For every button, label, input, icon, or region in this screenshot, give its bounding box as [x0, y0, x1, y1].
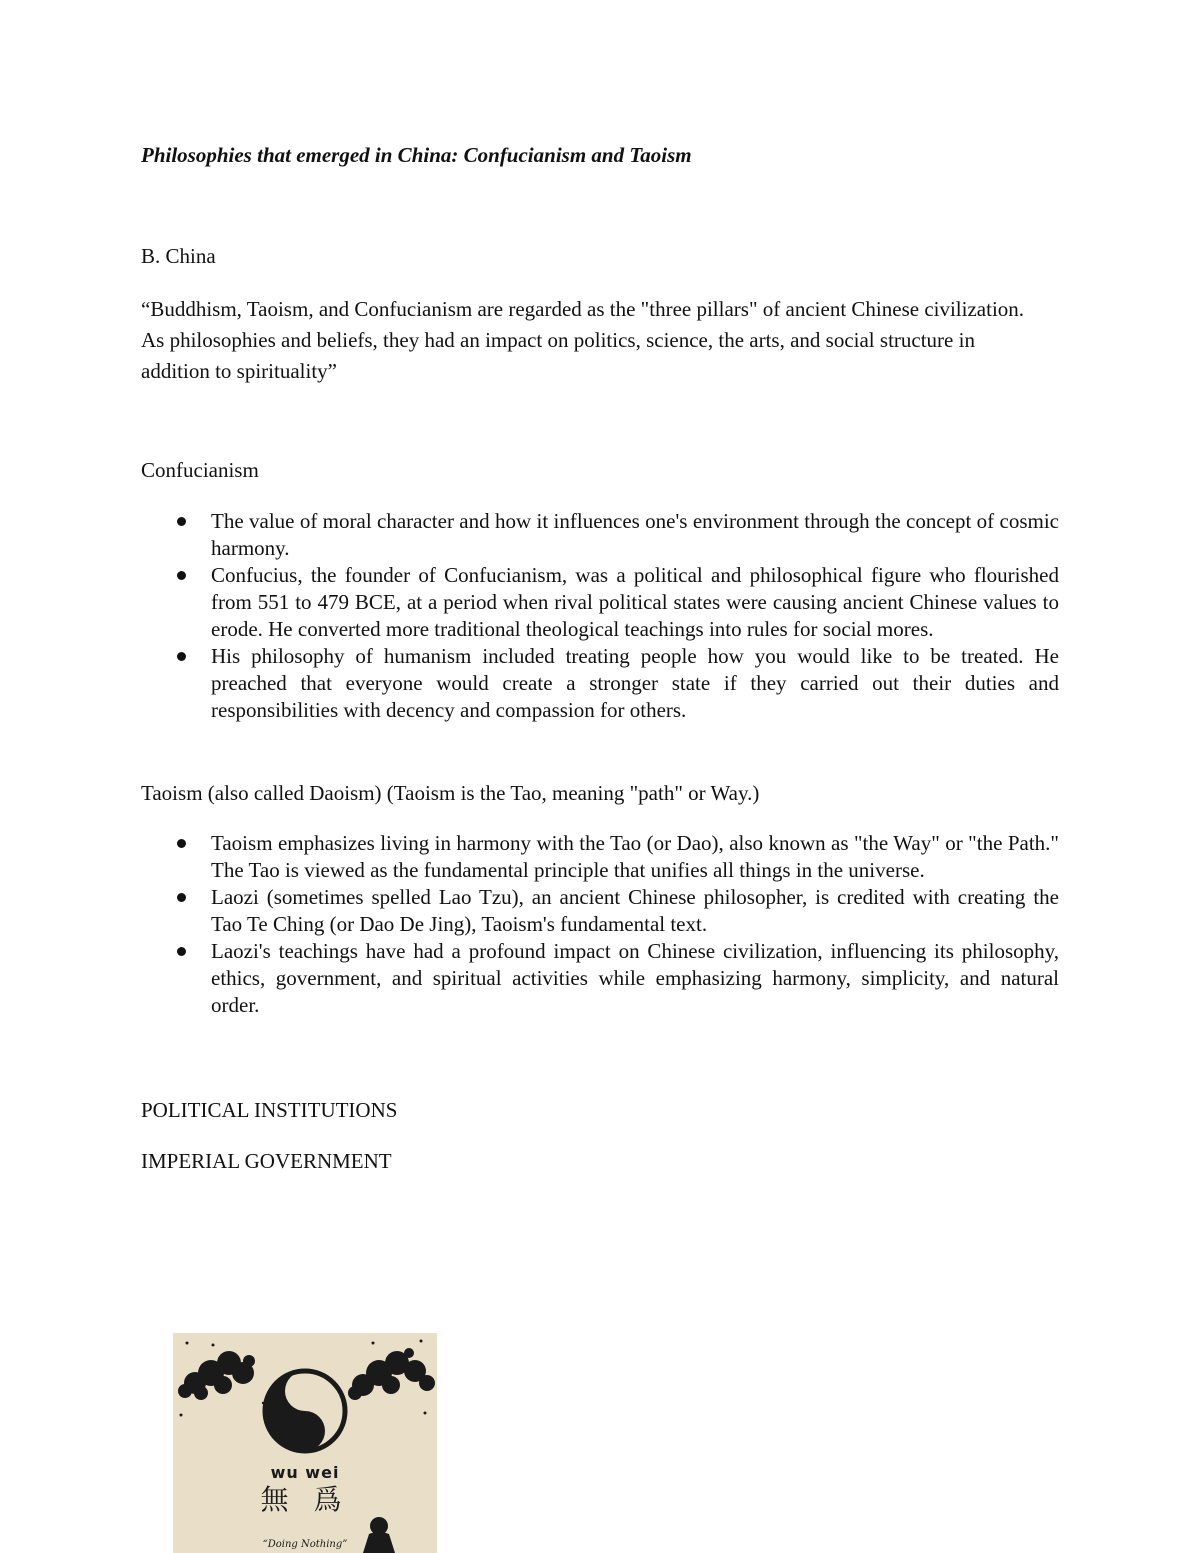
- intro-quote: “Buddhism, Taoism, and Confucianism are regarded as the "three pillars" of ancient Chinese civilization. As philosophies and beliefs, they had an impact on politics, science, the arts, and social structure in addition to spirituality”: [141, 297, 1025, 383]
- yin-yang-icon: [265, 1371, 345, 1451]
- poster-chinese-title: 無 爲: [260, 1483, 350, 1516]
- document-title: Philosophies that emerged in China: Confucianism and Taoism: [141, 143, 692, 167]
- taoism-list: [141, 830, 1059, 1019]
- list-item: Taoism emphasizes living in harmony with the Tao (or Dao), also known as "the Way" or "the Path." The Tao is viewed as the fundamental principle that unifies all things in the universe.: [141, 830, 1059, 884]
- confucianism-heading: Confucianism: [141, 458, 259, 482]
- cloud-icon: [348, 1348, 435, 1400]
- list-item: Laozi's teachings have had a profound impact on Chinese civilization, influencing its philosophy, ethics, government, and spiritual activities while emphasizing harmony, simplicity, and natural order.: [141, 938, 1059, 1019]
- political-institutions-heading: POLITICAL INSTITUTIONS: [141, 1098, 398, 1122]
- wu-wei-poster: [173, 1333, 437, 1553]
- section-heading: B. China: [141, 244, 216, 268]
- list-item: His philosophy of humanism included treating people how you would like to be treated. He preached that everyone would create a stronger state if they carried out their duties and responsibilities with decency and compassion for others.: [141, 643, 1059, 724]
- imperial-government-heading: IMPERIAL GOVERNMENT: [141, 1149, 392, 1173]
- taoism-heading: Taoism (also called Daoism) (Taoism is the Tao, meaning "path" or Way.): [141, 781, 760, 805]
- confucianism-list: [141, 508, 1059, 724]
- poster-subtitle: “Doing Nothing”: [262, 1539, 348, 1550]
- list-item: The value of moral character and how it influences one's environment through the concept of cosmic harmony.: [141, 508, 1059, 562]
- cloud-icon: [178, 1351, 255, 1400]
- poster-english-title: wu wei: [270, 1463, 340, 1482]
- poster-artwork: [173, 1333, 437, 1553]
- list-item: Laozi (sometimes spelled Lao Tzu), an ancient Chinese philosopher, is credited with creating the Tao Te Ching (or Dao De Jing), Taoism's fundamental text.: [141, 884, 1059, 938]
- list-item: Confucius, the founder of Confucianism, was a political and philosophical figure who flourished from 551 to 479 BCE, at a period when rival political states were causing ancient Chinese values to erode. He converted more traditional theological teachings into rules for social mores.: [141, 562, 1059, 643]
